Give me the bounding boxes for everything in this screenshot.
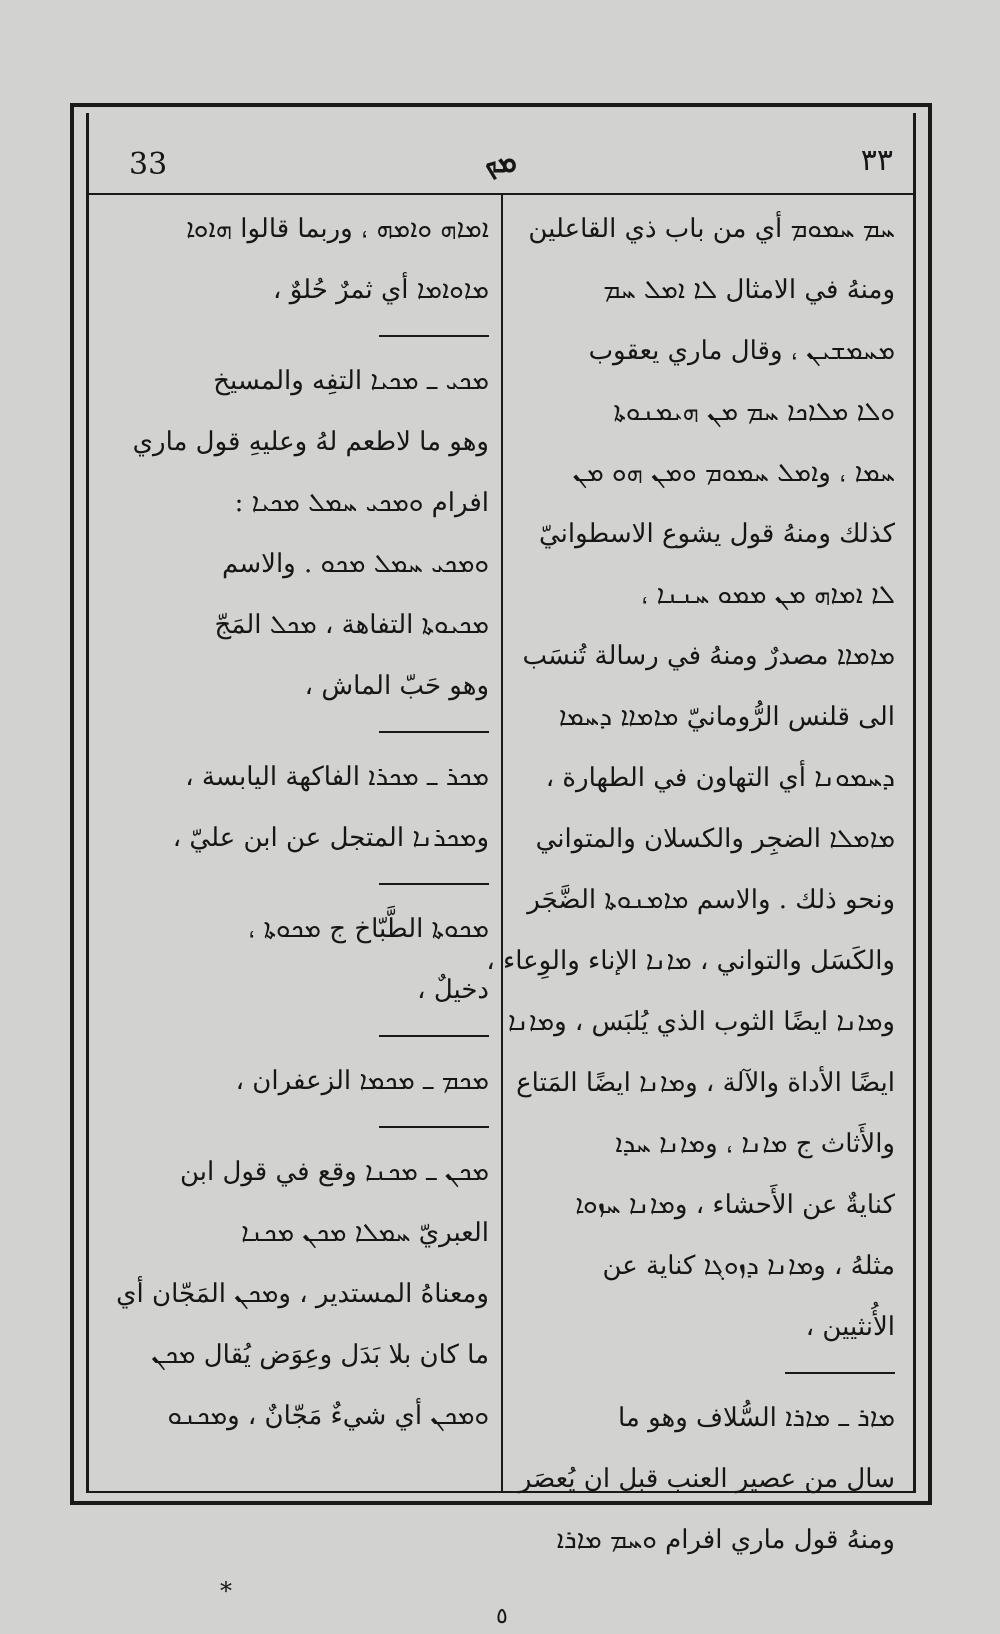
text-line: ما كان بلا بَدَل وعِوَض يُقال ܡܟܢ xyxy=(151,1340,489,1370)
text-line: دخيلٌ ، xyxy=(417,975,489,1005)
text-line: ونحو ذلك . والاسم ܡܐܡܢܘܬܐ الضَّجَر xyxy=(527,885,895,915)
text-line: ܐܡܐܗ ܘܐܡܗ ، وربما قالوا ܗܐܘܐ xyxy=(186,214,489,244)
text-line: ومنهُ قول ماري افرام ܘܚܡ ܡܐܪܐ xyxy=(556,1525,895,1555)
footer-star-mark: * xyxy=(220,1577,232,1605)
text-line: سال من عصير العنب قبل ان يُعصَر xyxy=(518,1464,895,1494)
text-line: كنايةٌ عن الأَحشاء ، وܡܐܢܐ ܚܙܘܐ xyxy=(575,1190,895,1220)
text-line: ܘܡܟܝ ܚܡܠ ܡܟܘ . والاسم xyxy=(222,549,489,579)
text-line: ܘܠܐ ܡܠܐܟܐ ܚܡ ܡܢ ܗܝܡܢܘܬܐ xyxy=(613,397,895,427)
text-line: ܡܐܡܠܐ الضجِر والكسلان والمتواني xyxy=(535,824,895,854)
text-line: كذلك ومنهُ قول يشوع الاسطوانيّ xyxy=(538,519,895,549)
text-line: ܕܚܡܘܢܐ أي التهاون في الطهارة ، xyxy=(545,763,895,793)
text-line: وܡܟܪܢܐ المتجل عن ابن عليّ ، xyxy=(172,823,489,853)
entry-head-line: ܡܟܪ ـ ܡܟܪܐ الفاكهة اليابسة ، xyxy=(185,762,489,792)
text-line: وهو حَبّ الماش ، xyxy=(304,671,489,701)
text-line: ومعناهُ المستدير ، وܡܟܢ المَجّان أي xyxy=(116,1279,489,1309)
section-rule xyxy=(107,869,489,899)
text-line: ومنهُ في الامثال ܠܐ ܐܡܠ ܚܡ xyxy=(603,275,895,305)
text-line: والكَسَل والتواني ، ܡܐܢܐ الإناء والوِعاء ، xyxy=(486,946,895,976)
text-line: وهو ما لاطعم لهُ وعليهِ قول ماري xyxy=(132,427,489,457)
section-rule xyxy=(107,1021,489,1051)
text-line: ܠܐ ܐܡܐܗ ܡܢ ܡܡܘ ܚܢܢܐ ، xyxy=(641,580,895,610)
page-header xyxy=(89,113,913,195)
text-line: ܘܡܟܢ أي شيءٌ مَجّانٌ ، وܡܟܢܘ xyxy=(167,1401,489,1431)
entry-head-line: ܡܟܢ ـ ܡܟܢܐ وقع في قول ابن xyxy=(179,1157,489,1187)
text-line: الأُنثيين ، xyxy=(805,1312,895,1342)
entry-head-line: ܡܟܡ ـ ܡܟܡܐ الزعفران ، xyxy=(235,1066,489,1096)
text-line: والأَثاث ج ܡܐܢܐ ، وܡܐܢܐ ܚܕܐ xyxy=(615,1129,895,1159)
text-line: ܡܐܘܐܡܐ أي ثمرٌ حُلوٌ ، xyxy=(273,275,489,305)
text-line: ايضًا الأداة والآلة ، وܡܐܢܐ ايضًا المَتاع xyxy=(516,1068,895,1098)
text-line: وܡܐܢܐ ايضًا الثوب الذي يُلبَس ، وܡܐܢܐ xyxy=(508,1007,895,1037)
entry-head-line: ܡܐܪ ـ ܡܐܪܐ السُّلاف وهو ما xyxy=(617,1403,895,1433)
text-line: ܚܡܐ ، وܐܡܠ ܚܡܘܡ ܘܡܢ ܗܘ ܡܢ xyxy=(572,458,895,488)
page-inner-frame xyxy=(86,113,916,1555)
text-line: ܡܐܡܐܐ مصدرٌ ومنهُ في رسالة تُنسَب xyxy=(522,641,895,671)
page-number-latin: 33 xyxy=(129,147,168,182)
text-line: افرام ܘܡܟܝ ܚܡܠ ܡܟܝܐ : xyxy=(234,488,489,518)
text-line: العبريّ ܚܡܠܐ ܡܟܢ ܡܟܢܐ xyxy=(241,1218,489,1248)
column-divider xyxy=(501,195,503,1491)
text-line: الى قلنس الرُّومانيّ ܡܐܡܐܐ ܕܚܡܐ xyxy=(558,702,895,732)
section-rule xyxy=(107,1112,489,1142)
text-line: ܡܚܡܫܝܢ ، وقال ماري يعقوب xyxy=(588,336,895,366)
text-line: ܚܡ ܚܡܘܡ أي من باب ذي القاعلين xyxy=(528,214,895,244)
left-column xyxy=(107,199,489,1487)
right-column xyxy=(486,199,895,1555)
page-frame xyxy=(70,103,932,1555)
section-rule xyxy=(107,321,489,351)
section-heading: ܡܟ xyxy=(485,145,517,180)
text-line: مثلهُ ، وܡܐܢܐ ܕܙܘܓܐ كناية عن xyxy=(602,1251,895,1281)
entry-head-line: ܡܟܘܬܐ الطَّبّاخ ج ܡܟܘܬܐ ، xyxy=(248,914,489,944)
page-number-arabic: ٣٣ xyxy=(860,143,893,178)
section-rule xyxy=(107,717,489,747)
footer-signature-number: ٥ xyxy=(496,1604,508,1629)
entry-head-line: ܡܟܝ ـ ܡܟܝܐ التفِه والمسيخ xyxy=(213,366,489,396)
text-line: ܡܟܝܘܬܐ التفاهة ، ܡܟܠ المَجّ xyxy=(214,610,489,640)
section-rule xyxy=(511,1358,895,1388)
